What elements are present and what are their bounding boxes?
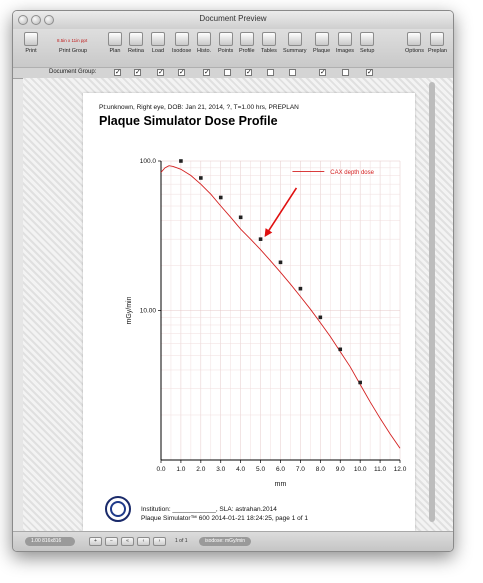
data-point-marker [319, 316, 323, 320]
images-label: Images [336, 48, 355, 54]
print-button[interactable] [24, 32, 38, 54]
x-tick-label: 0.0 [156, 466, 166, 473]
x-axis-label: mm [274, 481, 287, 488]
document-group-checkbox[interactable]: ✓ [179, 69, 185, 76]
plan-button[interactable] [108, 32, 122, 54]
x-tick-label: 6.0 [275, 466, 286, 473]
plan-label: Plan [109, 48, 121, 54]
document-group-checkbox[interactable]: ✓ [135, 69, 141, 76]
document-page [83, 93, 415, 531]
document-group-checkbox[interactable] [289, 69, 296, 76]
document-group-checkbox[interactable] [342, 69, 349, 76]
tables-button[interactable] [261, 32, 277, 54]
printer-icon [24, 32, 38, 46]
document-group-label: Document Group: [49, 69, 97, 75]
plaque-label: Plaque [313, 48, 331, 54]
plaque-button[interactable] [313, 32, 330, 54]
retina-button[interactable] [128, 32, 144, 54]
setup-button[interactable] [360, 32, 374, 54]
page-size-label: 8.5in x 11in ppt [57, 38, 88, 43]
zoom-in-icon: + [94, 538, 97, 544]
eye-physics-logo [105, 496, 131, 522]
plan-icon [108, 32, 122, 46]
print-group-button[interactable] [55, 32, 91, 54]
isodose-button[interactable] [172, 32, 191, 54]
plaque-icon [315, 32, 329, 46]
preplan-button[interactable] [428, 32, 447, 54]
data-point-marker [259, 237, 263, 241]
load-label: Load [151, 48, 165, 54]
load-icon [151, 32, 165, 46]
summary-label: Summary [283, 48, 307, 54]
x-tick-label: 12.0 [393, 466, 407, 473]
page-indicator: 1 of 1 [175, 538, 188, 544]
x-tick-label: 1.0 [176, 466, 186, 473]
institution-line: Institution: ____________, SLA: astrahan.2014 [141, 506, 277, 513]
patient-line: Pt:unknown, Right eye, DOB: Jan 21, 2014, ?, T=1.00 hrs, PREPLAN [99, 104, 299, 111]
histo-label: Histo. [197, 48, 212, 54]
setup-label: Setup [360, 48, 375, 54]
x-tick-label: 7.0 [295, 466, 305, 473]
document-group-checkbox[interactable] [267, 69, 274, 76]
status-bar [13, 531, 453, 552]
profile-button[interactable] [239, 32, 255, 54]
scrollbar-thumb[interactable] [429, 82, 435, 522]
mode-selector[interactable]: isodose: mGy/min [199, 537, 251, 546]
document-group-checkbox[interactable]: ✓ [204, 69, 210, 76]
document-group-checkbox[interactable] [224, 69, 231, 76]
next-page-icon: › [158, 538, 161, 544]
options-icon [407, 32, 421, 46]
x-tick-label: 3.0 [216, 466, 226, 473]
x-tick-label: 8.0 [315, 466, 325, 473]
load-button[interactable] [151, 32, 165, 54]
document-group-checkbox[interactable]: ✓ [246, 69, 252, 76]
zoom-readout: 1.00 816x816 [25, 537, 75, 546]
options-button[interactable] [405, 32, 424, 54]
document-preview-window [12, 10, 454, 552]
document-group-checkbox[interactable]: ✓ [115, 69, 121, 76]
data-point-marker [299, 287, 303, 291]
data-point-marker [199, 176, 203, 180]
zoom-in-button[interactable] [89, 537, 102, 546]
x-tick-label: 4.0 [236, 466, 246, 473]
isodose-label: Isodose [172, 48, 192, 54]
previous-page-button[interactable] [137, 537, 150, 546]
page-title: Plaque Simulator Dose Profile [99, 114, 278, 128]
setup-icon [360, 32, 374, 46]
zoom-out-button[interactable] [105, 537, 118, 546]
document-group-checkbox[interactable]: ✓ [158, 69, 164, 76]
next-page-button[interactable] [153, 537, 166, 546]
images-button[interactable] [336, 32, 354, 54]
x-tick-label: 9.0 [335, 466, 345, 473]
retina-label: Retina [128, 48, 144, 54]
y-axis-label: mGy/min [126, 296, 133, 325]
toolbar [13, 29, 453, 67]
points-label: Points [218, 48, 234, 54]
window-title: Document Preview [199, 14, 267, 23]
profile-icon [240, 32, 254, 46]
first-page-button[interactable] [121, 537, 134, 546]
vertical-scrollbar[interactable] [426, 78, 453, 531]
first-page-icon: « [126, 538, 129, 544]
x-tick-label: 10.0 [353, 466, 367, 473]
data-point-marker [219, 196, 223, 200]
data-point-marker [179, 159, 183, 163]
zoom-out-icon: − [110, 538, 113, 544]
previous-page-icon: ‹ [142, 538, 145, 544]
y-tick-label: 10.00 [139, 307, 156, 315]
document-group-checkbox[interactable]: ✓ [367, 69, 373, 76]
print-group-label: Print Group [58, 48, 88, 54]
isodose-icon [175, 32, 189, 46]
preplan-label: Preplan [428, 48, 447, 54]
document-group-checkbox[interactable]: ✓ [320, 69, 326, 76]
summary-button[interactable] [283, 32, 307, 54]
profile-label: Profile [239, 48, 255, 54]
images-icon [338, 32, 352, 46]
data-point-marker [279, 261, 283, 265]
tables-icon [262, 32, 276, 46]
x-tick-label: 2.0 [196, 466, 206, 473]
data-point-marker [338, 348, 342, 352]
histo-button[interactable] [197, 32, 211, 54]
retina-icon [129, 32, 143, 46]
summary-icon [288, 32, 302, 46]
logo-ring-icon [110, 501, 126, 517]
points-icon [219, 32, 233, 46]
print-label: Print [25, 48, 37, 54]
points-button[interactable] [218, 32, 233, 54]
x-tick-label: 5.0 [256, 466, 266, 473]
data-point-marker [358, 381, 362, 385]
dose-profile-chart [83, 93, 415, 493]
footer-line: Plaque Simulator™ 600 2014-01-21 18:24:25, page 1 of 1 [141, 515, 308, 522]
options-label: Options [405, 48, 424, 54]
title-bar [13, 11, 453, 30]
data-point-marker [239, 216, 243, 220]
preplan-icon [430, 32, 444, 46]
y-tick-label: 100.0 [139, 158, 156, 165]
legend-label: CAX depth dose [330, 169, 374, 176]
histogram-icon [197, 32, 211, 46]
x-tick-label: 11.0 [373, 466, 387, 473]
tables-label: Tables [261, 48, 277, 54]
